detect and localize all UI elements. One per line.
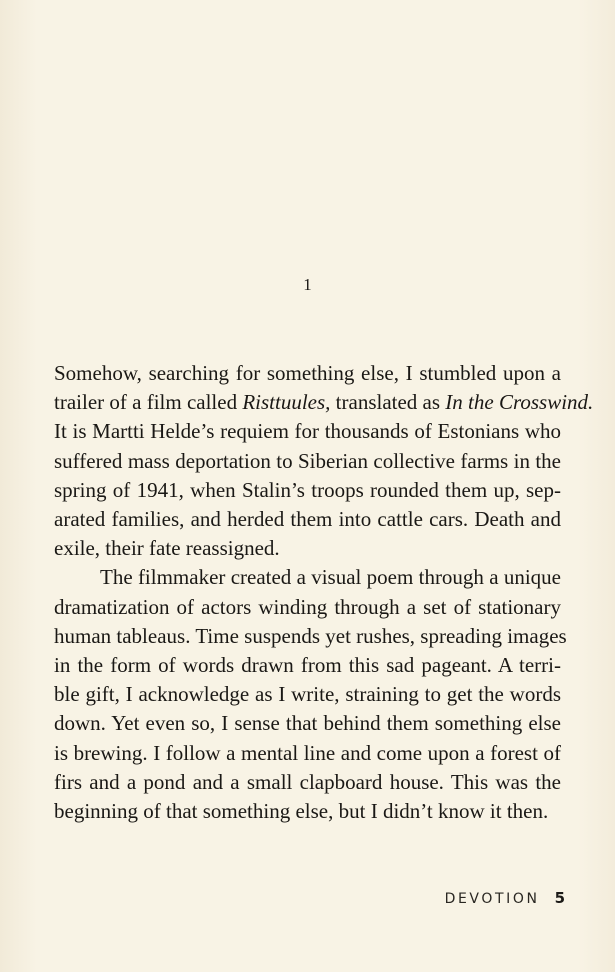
text-segment: human tableaus. Time suspends yet rushes, spreading images (54, 623, 567, 648)
text-segment: arated families, and herded them into cattle cars. Death and (54, 507, 561, 532)
text-line (54, 651, 561, 680)
text-line (54, 622, 567, 651)
text-line (54, 359, 561, 388)
text-segment: translated as (330, 390, 446, 415)
text-line (54, 768, 561, 797)
text-line (54, 447, 561, 476)
running-head: DEVOTION (444, 891, 540, 907)
text-segment: in the form of words drawn from this sad pageant. A terri- (54, 653, 561, 678)
text-segment: is brewing. I follow a mental line and come upon a forest of (54, 740, 561, 765)
text-segment: beginning of that something else, but I didn’t know it then. (54, 799, 549, 824)
text-segment: spring of 1941, when Stalin’s troops rounded them up, sep- (54, 477, 561, 502)
page-number: 5 (554, 889, 565, 907)
italic-title: In the Crosswind. (445, 390, 594, 415)
paragraph-2 (54, 563, 567, 826)
paragraph-1 (54, 359, 594, 563)
text-line (54, 593, 561, 622)
text-line (54, 680, 561, 709)
text-line (54, 739, 561, 768)
text-segment: firs and a pond and a small clapboard house. This was the (54, 769, 561, 794)
text-segment: trailer of a film called (54, 390, 243, 415)
text-line (54, 417, 561, 446)
text-line (54, 563, 561, 592)
text-line (54, 709, 561, 738)
text-segment: ble gift, I acknowledge as I write, straining to get the words (54, 682, 561, 707)
text-segment: dramatization of actors winding through a set of stationary (54, 594, 561, 619)
text-segment: The filmmaker created a visual poem through a unique (100, 565, 561, 590)
text-line (54, 388, 594, 417)
italic-title: Risttuules, (242, 390, 331, 415)
text-segment: It is Martti Helde’s requiem for thousands of Estonians who (54, 419, 561, 444)
body-text (54, 359, 594, 826)
chapter-number: 1 (303, 275, 312, 294)
text-segment: exile, their fate reassigned. (54, 536, 280, 561)
text-segment: down. Yet even so, I sense that behind them something else (54, 711, 561, 736)
text-line (54, 505, 561, 534)
text-segment: suffered mass deportation to Siberian collective farms in the (54, 448, 561, 473)
page-footer (445, 889, 565, 913)
text-line (54, 797, 561, 826)
text-segment: Somehow, searching for something else, I stumbled upon a (54, 361, 561, 385)
text-line (54, 476, 561, 505)
text-line (54, 534, 561, 563)
